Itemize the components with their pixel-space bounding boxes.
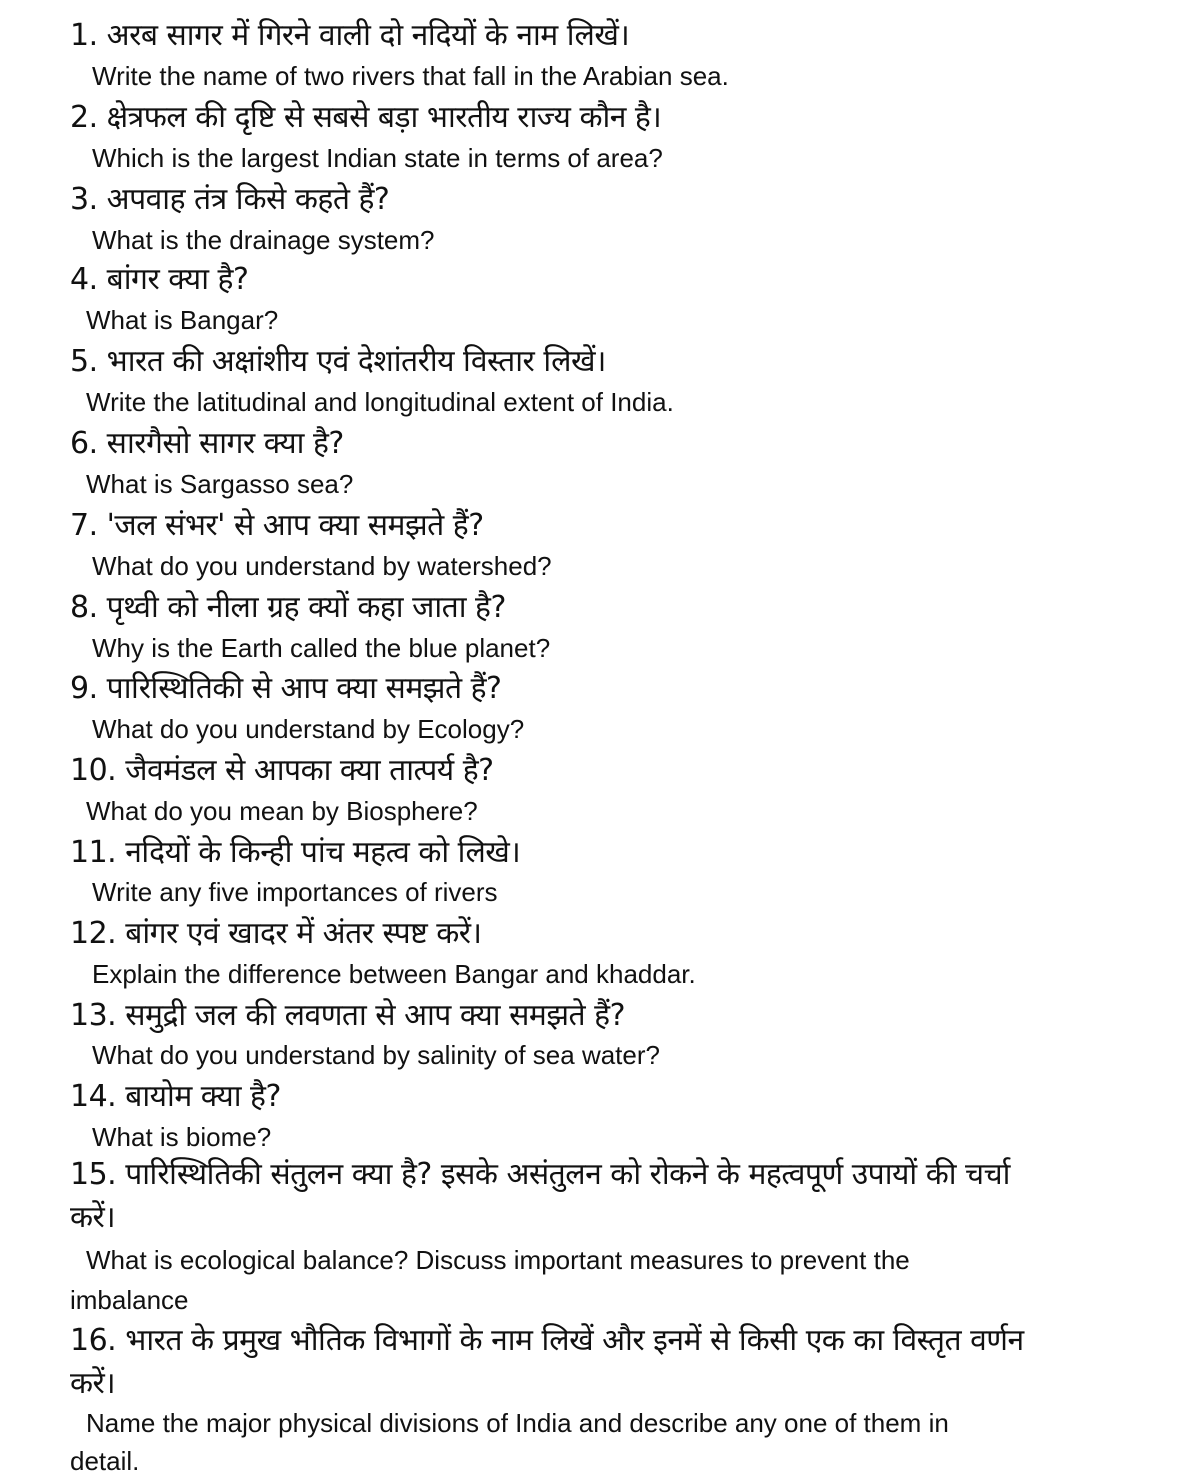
question-16-hindi-line-1: 16. भारत के प्रमुख भौतिक विभागों के नाम लिखें और इनमें से किसी एक का विस्तृत वर्णन (70, 1323, 1024, 1358)
question-14-hindi: 14. बायोम क्या है? (70, 1079, 281, 1114)
question-3-english: What is the drainage system? (92, 225, 435, 255)
question-11-english: Write any five importances of rivers (92, 877, 498, 907)
question-6-english: What is Sargasso sea? (86, 469, 354, 499)
question-11-hindi: 11. नदियों के किन्ही पांच महत्व को लिखे। (70, 835, 521, 870)
question-4-hindi: 4. बांगर क्या है? (70, 262, 249, 297)
question-5-hindi: 5. भारत की अक्षांशीय एवं देशांतरीय विस्तार लिखें। (70, 344, 606, 379)
question-6-hindi: 6. सारगैसो सागर क्या है? (70, 426, 344, 461)
question-10-hindi: 10. जैवमंडल से आपका क्या तात्पर्य है? (70, 753, 494, 788)
question-12-english: Explain the difference between Bangar and khaddar. (92, 959, 696, 989)
question-7-english: What do you understand by watershed? (92, 551, 552, 581)
question-16-english-line-1: Name the major physical divisions of India and describe any one of them in (86, 1408, 949, 1438)
question-4-english: What is Bangar? (86, 305, 279, 335)
question-2-hindi: 2. क्षेत्रफल की दृष्टि से सबसे बड़ा भारतीय राज्य कौन है। (70, 100, 662, 135)
question-15-english-line-2: imbalance (70, 1285, 189, 1315)
question-15-hindi-line-2: करें। (70, 1200, 116, 1235)
question-16-hindi-line-2: करें। (70, 1366, 116, 1401)
question-1-english: Write the name of two rivers that fall in the Arabian sea. (92, 61, 729, 91)
question-14-english: What is biome? (92, 1122, 272, 1152)
question-15-english-line-1: What is ecological balance? Discuss important measures to prevent the (86, 1245, 910, 1275)
question-8-hindi: 8. पृथ्वी को नीला ग्रह क्यों कहा जाता है? (70, 590, 506, 625)
question-2-english: Which is the largest Indian state in terms of area? (92, 143, 663, 173)
question-5-english: Write the latitudinal and longitudinal extent of India. (86, 387, 674, 417)
question-8-english: Why is the Earth called the blue planet? (92, 633, 551, 663)
question-13-english: What do you understand by salinity of sea water? (92, 1040, 660, 1070)
question-9-hindi: 9. पारिस्थितिकी से आप क्या समझते हैं? (70, 671, 502, 706)
question-12-hindi: 12. बांगर एवं खादर में अंतर स्पष्ट करें। (70, 916, 482, 951)
question-1-hindi: 1. अरब सागर में गिरने वाली दो नदियों के नाम लिखें। (70, 18, 630, 53)
question-7-hindi: 7. 'जल संभर' से आप क्या समझते हैं? (70, 508, 484, 543)
question-9-english: What do you understand by Ecology? (92, 714, 525, 744)
question-3-hindi: 3. अपवाह तंत्र किसे कहते हैं? (70, 182, 390, 217)
question-15-hindi-line-1: 15. पारिस्थितिकी संतुलन क्या है? इसके असंतुलन को रोकने के महत्वपूर्ण उपायों की चर्चा (70, 1157, 1010, 1192)
question-10-english: What do you mean by Biosphere? (86, 796, 478, 826)
question-13-hindi: 13. समुद्री जल की लवणता से आप क्या समझते हैं? (70, 998, 625, 1033)
question-16-english-line-2: detail. (70, 1446, 140, 1476)
